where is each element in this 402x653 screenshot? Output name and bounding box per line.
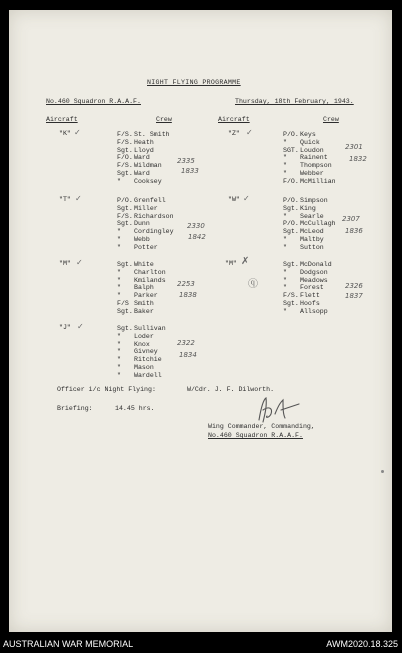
footer-archive-name: AUSTRALIAN WAR MEMORIAL — [3, 639, 134, 649]
crew-rank: " — [117, 228, 121, 236]
crew-name: Cooksey — [134, 177, 162, 185]
crew-rank: F/S. — [117, 162, 133, 170]
crew-rank: Sgt. — [117, 204, 133, 212]
crew-rank: Sgt. — [117, 307, 133, 315]
handwritten-note: 2322 — [177, 339, 195, 347]
crew-name: Ward — [134, 154, 150, 162]
crew-name: Flett — [300, 292, 320, 300]
briefing-time: 14.45 hrs. — [115, 405, 155, 412]
crew-name: Loudon — [300, 146, 324, 154]
signature-title: Wing Commander, Commanding, — [208, 423, 315, 430]
crew-name: Charlton — [134, 268, 166, 276]
crew-name: Kmilands — [134, 276, 166, 284]
crew-name: McMillian — [300, 177, 336, 185]
check-mark-icon: ✓ — [243, 194, 250, 203]
aircraft-t: "T" — [59, 196, 71, 203]
crew-name: Keys — [300, 131, 316, 138]
handwritten-note: 1832 — [349, 155, 367, 163]
crew-name: Potter — [134, 243, 158, 251]
crew-name: White — [134, 261, 154, 268]
crew-rank: " — [283, 138, 287, 146]
crew-rank: " — [283, 162, 287, 170]
crew-rank: " — [283, 243, 287, 251]
crew-name: Forest — [300, 284, 324, 292]
crew-rank: " — [117, 235, 121, 243]
crew-name: Quick — [300, 138, 320, 146]
crew-column-header-right: Crew — [323, 116, 339, 123]
crew-rank: F/S. — [117, 212, 133, 220]
crew-rank: P/O. — [283, 131, 299, 138]
footer-accession-number: AWM2020.18.325 — [326, 639, 398, 649]
crew-rank: " — [117, 371, 121, 379]
crew-name: Hoofs — [300, 299, 320, 307]
handwritten-note: 1837 — [345, 292, 363, 300]
handwritten-note: 2335 — [177, 157, 195, 165]
crew-name: Ward — [134, 169, 150, 177]
handwritten-note: 2326 — [345, 282, 363, 290]
crew-rank: Sgt. — [117, 169, 133, 177]
crew-column-header-left: Crew — [156, 116, 172, 123]
crew-rank: Sgt. — [283, 299, 299, 307]
crew-name: Dunn — [134, 220, 150, 228]
document-title: NIGHT FLYING PROGRAMME — [147, 79, 241, 86]
date-heading: Thursday, 18th February, 1943. — [235, 98, 354, 105]
crew-name: Sullivan — [134, 325, 166, 332]
crew-rank: " — [117, 276, 121, 284]
crew-rank: " — [117, 348, 121, 356]
aircraft-w: "W" — [228, 196, 240, 203]
officer-label: Officer i/c Night Flying: — [57, 386, 156, 393]
check-mark-icon: ✓ — [77, 322, 84, 331]
check-mark-icon: ✓ — [76, 258, 83, 267]
crew-rank: Sgt. — [117, 325, 133, 332]
handwritten-note: 1842 — [188, 233, 206, 241]
crew-rank: " — [117, 268, 121, 276]
crew-name: Parker — [134, 292, 158, 300]
check-mark-icon: ✓ — [75, 194, 82, 203]
crew-rank: Sgt. — [117, 261, 133, 268]
squadron-heading: No.460 Squadron R.A.A.F. — [46, 98, 141, 105]
crew-name: Grenfell — [134, 197, 166, 204]
aircraft-k: "K" — [59, 130, 71, 137]
crew-name: Cordingley — [134, 228, 174, 236]
document-page — [9, 10, 392, 632]
crew-name: McLeod — [300, 228, 324, 236]
crew-name: Thompson — [300, 162, 332, 170]
crew-rank: F/S. — [117, 138, 133, 146]
officer-name: W/Cdr. J. F. Dilworth. — [187, 386, 275, 393]
crew-name: Miller — [134, 204, 158, 212]
crew-name: Mason — [134, 363, 154, 371]
crew-name: Baker — [134, 307, 154, 315]
crew-name: Wildman — [134, 162, 162, 170]
crew-name: McCullagh — [300, 220, 336, 228]
crew-name: Searle — [300, 212, 324, 220]
check-mark-icon: ✓ — [246, 128, 253, 137]
crew-name: Richardson — [134, 212, 174, 220]
crew-name: Dodgson — [300, 268, 328, 276]
handwritten-note: 1838 — [179, 291, 197, 299]
crew-name: St. Smith — [134, 131, 170, 138]
crew-rank: P/O. — [283, 220, 299, 228]
crew-rank: P/O. — [117, 197, 133, 204]
handwritten-note: 2330 — [187, 222, 205, 230]
crew-rank: " — [283, 154, 287, 162]
crew-rank: " — [117, 340, 121, 348]
handwritten-note: 1833 — [181, 167, 199, 175]
crew-rank: " — [283, 169, 287, 177]
crew-rank: " — [117, 332, 121, 340]
crew-rank: F/S. — [117, 131, 133, 138]
aircraft-column-header-left: Aircraft — [46, 116, 78, 123]
crew-rank: " — [117, 356, 121, 364]
crew-name: Meadows — [300, 276, 328, 284]
crew-name: Balph — [134, 284, 154, 292]
crew-rank: Sgt. — [283, 204, 299, 212]
punch-mark — [381, 470, 384, 473]
crew-rank: " — [283, 276, 287, 284]
crew-name: Smith — [134, 299, 154, 307]
crew-rank: " — [117, 243, 121, 251]
crew-name: Rainent — [300, 154, 328, 162]
crew-name: King — [300, 204, 316, 212]
crew-rank: " — [117, 177, 121, 185]
briefing-label: Briefing: — [57, 405, 93, 412]
crew-rank: " — [283, 212, 287, 220]
handwritten-note: 2307 — [342, 215, 360, 223]
aircraft-column-header-right: Aircraft — [218, 116, 250, 123]
crew-rank: Sgt. — [117, 220, 133, 228]
crew-name: Knox — [134, 340, 150, 348]
crew-name: Loder — [134, 332, 154, 340]
crew-rank: Sgt. — [283, 228, 299, 236]
handwritten-note: 2253 — [177, 280, 195, 288]
crew-name: Heath — [134, 138, 154, 146]
crew-name: Webber — [300, 169, 324, 177]
crew-name: Wardell — [134, 371, 162, 379]
check-mark-icon: ✓ — [74, 128, 81, 137]
signature-unit: No.460 Squadron R.A.A.F. — [208, 432, 303, 439]
aircraft-m-second: "M" — [225, 260, 237, 267]
crew-rank: F/O. — [117, 154, 133, 162]
crew-name: Maltby — [300, 235, 324, 243]
handwritten-note: 2301 — [345, 143, 363, 151]
crew-rank: " — [283, 284, 287, 292]
crew-rank: " — [117, 363, 121, 371]
crew-rank: Sgt. — [117, 146, 133, 154]
crew-name: McDonald — [300, 261, 332, 268]
aircraft-j: "J" — [59, 324, 71, 331]
crew-rank: " — [283, 235, 287, 243]
handwritten-note: 1834 — [179, 351, 197, 359]
crew-rank: " — [283, 307, 287, 315]
aircraft-m: "M" — [59, 260, 71, 267]
crew-name: Givney — [134, 348, 158, 356]
crew-rank: F/S — [117, 299, 129, 307]
crew-rank: " — [283, 268, 287, 276]
crew-rank: P/O. — [283, 197, 299, 204]
scribble-icon: ✗ — [241, 256, 250, 267]
crew-rank: " — [117, 292, 121, 300]
crew-name: Lloyd — [134, 146, 154, 154]
handwritten-note: 1836 — [345, 227, 363, 235]
aircraft-z: "Z" — [228, 130, 240, 137]
crew-name: Ritchie — [134, 356, 162, 364]
crew-name: Webb — [134, 235, 150, 243]
crew-rank: SGT. — [283, 146, 299, 154]
crew-rank: Sgt. — [283, 261, 299, 268]
crew-rank: " — [117, 284, 121, 292]
signature-icon — [253, 394, 303, 426]
circled-mark-icon: ⓠ — [248, 279, 258, 290]
crew-name: Sutton — [300, 243, 324, 251]
crew-rank: F/O. — [283, 177, 299, 185]
crew-name: Allsopp — [300, 307, 328, 315]
crew-name: Simpson — [300, 197, 328, 204]
crew-rank: F/S. — [283, 292, 299, 300]
